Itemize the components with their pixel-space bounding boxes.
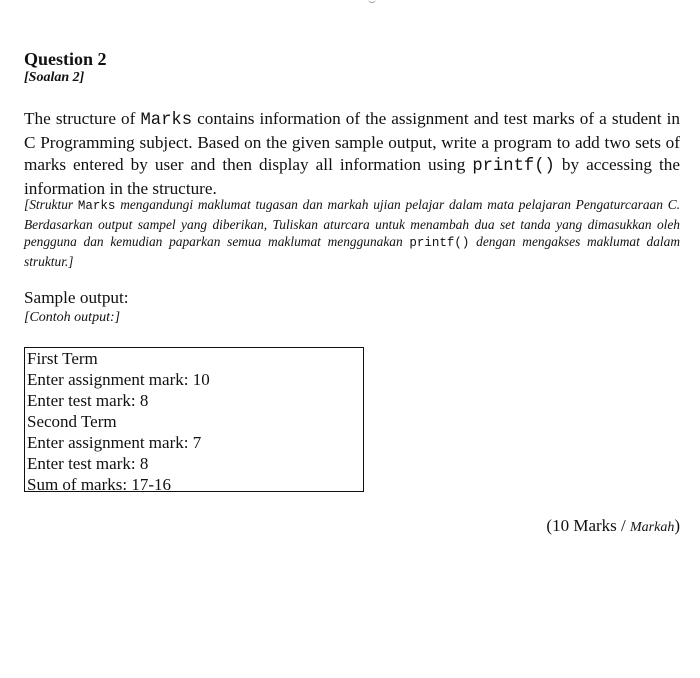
sample-output-title: Sample output:: [24, 288, 129, 307]
output-line: Enter test mark: 8: [27, 391, 149, 410]
question-text-part: dengan mengakses maklumat dalam struktur.]: [24, 234, 680, 269]
marks-prefix: (10 Marks /: [546, 516, 630, 535]
question-text-part: The structure of: [24, 109, 141, 128]
sample-output-box: [24, 347, 364, 492]
code-printf: printf(): [472, 157, 555, 176]
marks-suffix: ): [674, 516, 680, 535]
marks-allocation: [546, 516, 680, 536]
output-line: Enter test mark: 8: [27, 454, 149, 473]
code-printf: printf(): [409, 236, 470, 250]
question-text-part: contains information of the assignment and test marks of a student in C Programming subject. Based on the given sample output, write a program to add two sets of marks entered by user and then display all information using: [24, 109, 681, 174]
output-line: Sum of marks: 17-16: [27, 475, 172, 494]
output-line: First Term: [27, 349, 98, 368]
output-line: Enter assignment mark: 10: [27, 370, 210, 389]
output-line: Second Term: [27, 412, 117, 431]
question-text-part: [Struktur: [24, 197, 78, 212]
question-title: Question 2: [24, 49, 107, 69]
code-struct-name: Marks: [140, 111, 193, 130]
question-subtitle: [Soalan 2]: [24, 70, 85, 85]
question-text-malay: [24, 196, 680, 270]
code-struct-name: Marks: [77, 199, 116, 213]
question-text-part: mengandungi maklumat tugasan dan markah ujian pelajar dalam mata pelajaran Pengaturcaraan C. Berdasarkan output sampel yang diberikan, Tuliskan aturcara untuk menambah dua set tanda yang dimasukkan oleh pengguna dan kemudian paparkan semua maklumat menggunakan: [24, 197, 681, 249]
page-top-mark: [368, 0, 376, 3]
question-text-part: by accessing the information in the structure.: [24, 155, 680, 198]
sample-output-subtitle: [Contoh output:]: [24, 310, 121, 325]
output-line: Enter assignment mark: 7: [27, 433, 202, 452]
question-text-english: [24, 108, 680, 200]
marks-malay: Markah: [630, 520, 675, 535]
